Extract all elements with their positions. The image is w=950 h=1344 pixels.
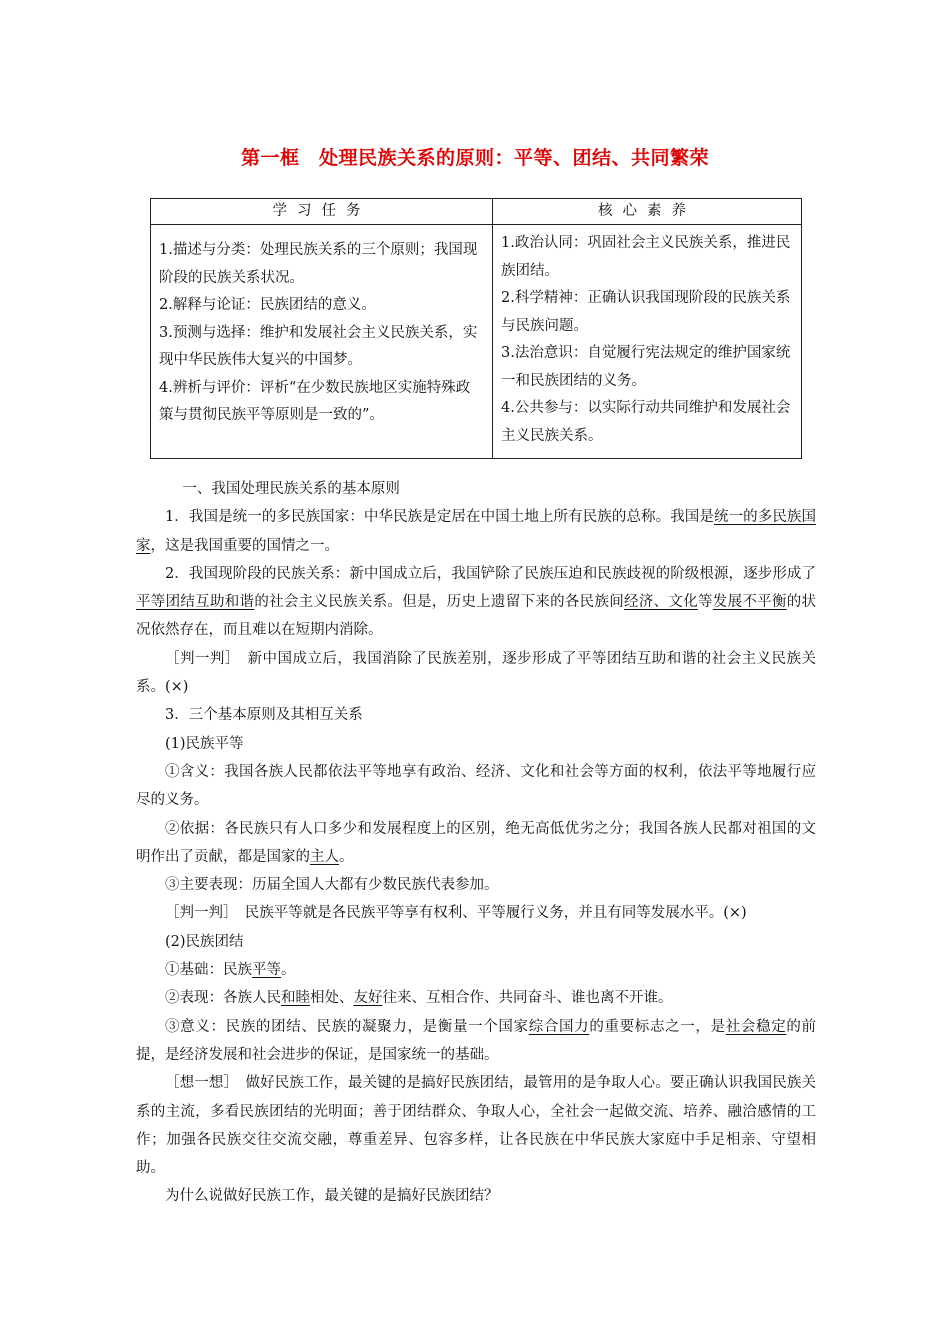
task-item: 3.预测与选择：维护和发展社会主义民族关系，实现中华民族伟大复兴的中国梦。 [159, 324, 478, 368]
literacy-item: 2.科学精神：正确认识我国现阶段的民族关系与民族问题。 [501, 290, 791, 334]
literacy-item: 3.法治意识：自觉履行宪法规定的维护国家统一和民族团结的义务。 [501, 345, 791, 389]
question: 为什么说做好民族工作，最关键的是搞好民族团结？ [165, 1188, 499, 1205]
page-title: 第一框 处理民族关系的原则：平等、团结、共同繁荣 [240, 147, 709, 169]
section-heading: 一、我国处理民族关系的基本原则 [182, 481, 400, 497]
paragraph-country: 1．我国是统一的多民族国家：中华民族是定居在中国土地上所有民族的总称。我国是统一的多民族国家，这是我国重要的国情之一。 [136, 509, 816, 554]
header-core-literacy: 核心素养 [493, 199, 802, 225]
unity-basis: ①基础：民族平等。 [165, 962, 296, 979]
equality-manifestation: ③主要表现：历届全国人大都有少数民族代表参加。 [165, 877, 499, 894]
unity-manifestation: ②表现：各族人民和睦相处、友好往来、互相合作、共同奋斗、谁也离不开谁。 [165, 990, 673, 1007]
equality-basis: ②依据：各民族只有人口多少和发展程度上的区别，绝无高低优劣之分；我国各族人民都对祖国的文明作出了贡献，都是国家的主人。 [136, 820, 816, 865]
subheading-equality: (1)民族平等 [165, 735, 244, 752]
task-item: 2.解释与论证：民族团结的意义。 [159, 297, 376, 313]
subheading-unity: (2)民族团结 [165, 933, 244, 950]
equality-meaning: ①含义：我国各族人民都依法平等地享有政治、经济、文化和社会等方面的权利，依法平等地履行应尽的义务。 [136, 763, 816, 809]
think-exercise: ［想一想］ 做好民族工作，最关键的是搞好民族团结，最管用的是争取人心。要正确认识我国民族关系的主流，多看民族团结的光明面；善于团结群众、争取人心，全社会一起做交流、培养、融洽感情的工作；加强各民族交往交流交融，尊重差异、包容多样，让各民族在中华民族大家庭中手足相亲、守望相助。 [136, 1075, 816, 1177]
task-item: 1.描述与分类：处理民族关系的三个原则；我国现阶段的民族关系状况。 [159, 242, 478, 286]
objectives-table [150, 198, 802, 459]
judge-exercise-1: ［判一判］ 新中国成立后，我国消除了民族差别，逐步形成了平等团结互助和谐的社会主义民族关系。(×) [136, 650, 816, 696]
learning-tasks-cell [151, 225, 493, 459]
literacy-item: 4.公共参与：以实际行动共同维护和发展社会主义民族关系。 [501, 400, 791, 444]
main-content [136, 475, 816, 1211]
task-item: 4.辨析与评价：评析“在少数民族地区实施特殊政策与贯彻民族平等原则是一致的”。 [159, 379, 471, 423]
literacy-item: 1.政治认同：巩固社会主义民族关系，推进民族团结。 [501, 235, 791, 279]
header-learning-tasks: 学习任务 [151, 199, 493, 225]
paragraph-principles: 3．三个基本原则及其相互关系 [165, 707, 363, 724]
judge-exercise-2: ［判一判］ 民族平等就是各民族平等享有权利、平等履行义务，并且有同等发展水平。(×) [165, 905, 747, 922]
unity-significance: ③意义：民族的团结、民族的凝聚力，是衡量一个国家综合国力的重要标志之一，是社会稳定的前提，是经济发展和社会进步的保证，是国家统一的基础。 [136, 1018, 817, 1063]
core-literacy-cell [493, 225, 802, 459]
paragraph-relations: 2．我国现阶段的民族关系：新中国成立后，我国铲除了民族压迫和民族歧视的阶级根源，逐步形成了平等团结互助和谐的社会主义民族关系。但是，历史上遗留下来的各民族间经济、文化等发展不平衡的状况依然存在，而且难以在短期内消除。 [136, 565, 817, 639]
